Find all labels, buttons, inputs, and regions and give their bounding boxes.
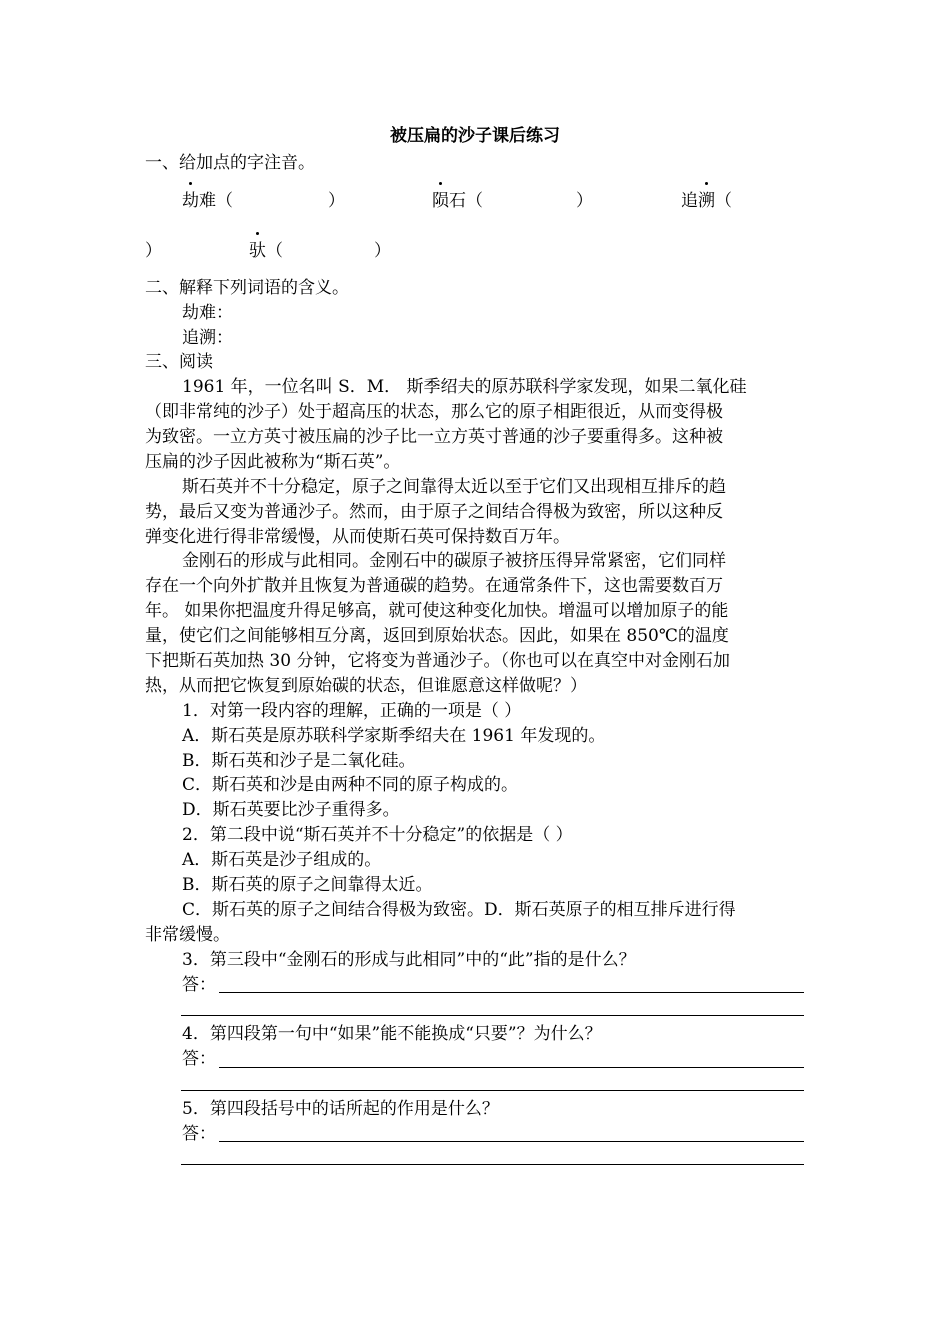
term-zhuisu: 追溯： (182, 328, 233, 348)
pinyin-item-4: 驮（ (249, 239, 449, 264)
passage-p3-line2: 存在一个向外扩散并且恢复为普通碳的趋势。在通常条件下，这也需要数百万 (145, 576, 723, 596)
answer-line-4a[interactable] (219, 1067, 804, 1068)
question-2: 2．第二段中说“斯石英并不十分稳定”的依据是（ ） (182, 825, 573, 845)
pinyin-item-1-close: ） (328, 191, 345, 211)
section2-heading: 二、解释下列词语的含义。 (145, 278, 349, 298)
answer-line-3b[interactable] (181, 1015, 804, 1016)
question-1-option-b: B．斯石英和沙子是二氧化硅。 (182, 751, 416, 771)
question-2-option-cd-line2: 非常缓慢。 (145, 925, 230, 945)
passage-p3-line3: 年。 如果你把温度升得足够高，就可使这种变化加快。增温可以增加原子的能 (145, 601, 729, 621)
question-2-option-a: A．斯石英是沙子组成的。 (182, 850, 382, 870)
answer-label-4: 答： (182, 1049, 216, 1069)
passage-p1-line3: 为致密。一立方英寸被压扁的沙子比一立方英寸普通的沙子要重得多。这种被 (145, 427, 723, 447)
answer-line-4b[interactable] (181, 1090, 804, 1091)
passage-p1-line2: （即非常纯的沙子）处于超高压的状态，那么它的原子相距很近，从而变得极 (145, 402, 723, 422)
pinyin-item-2-close: ） (576, 191, 593, 211)
pinyin-item-1: 劫难（ (182, 189, 842, 214)
question-2-option-b: B．斯石英的原子之间靠得太近。 (182, 875, 433, 895)
passage-p3-line6: 热，从而把它恢复到原始碳的状态，但谁愿意这样做呢？） (145, 676, 587, 696)
page-title: 被压扁的沙子课后练习 (390, 126, 560, 146)
term-jienan: 劫难： (182, 303, 233, 323)
pinyin-item-3-close: ） (145, 241, 162, 261)
question-4: 4．第四段第一句中“如果”能不能换成“只要”？为什么？ (182, 1024, 602, 1044)
answer-line-5b[interactable] (181, 1164, 804, 1165)
pinyin-item-2: 陨石（ (432, 189, 632, 214)
dotted-char: 溯 (698, 189, 715, 214)
question-1: 1．对第一段内容的理解，正确的一项是（ ） (182, 701, 522, 721)
dotted-char: 劫 (182, 189, 199, 214)
passage-p1-line4: 压扁的沙子因此被称为“斯石英”。 (145, 452, 401, 472)
question-3: 3．第三段中“金刚石的形成与此相同”中的“此”指的是什么？ (182, 950, 636, 970)
passage-p3-line1: 金刚石的形成与此相同。金刚石中的碳原子被挤压得异常紧密，它们同样 (182, 551, 726, 571)
section3-heading: 三、阅读 (145, 352, 213, 372)
question-1-option-d: D．斯石英要比沙子重得多。 (182, 800, 400, 820)
passage-p3-line5: 下把斯石英加热 30 分钟，它将变为普通沙子。（你也可以在真空中对金刚石加 (145, 651, 730, 671)
question-1-option-a: A．斯石英是原苏联科学家斯季绍夫在 1961 年发现的。 (182, 726, 606, 746)
question-5: 5．第四段括号中的话所起的作用是什么？ (182, 1099, 499, 1119)
answer-line-3a[interactable] (219, 992, 804, 993)
pinyin-item-4-close: ） (374, 241, 391, 261)
dotted-char: 陨 (432, 189, 449, 214)
passage-p1-line1: 1961 年，一位名叫 S．M． 斯季绍夫的原苏联科学家发现，如果二氧化硅 (182, 377, 747, 397)
pinyin-item-3: 追溯（ (681, 189, 801, 214)
passage-p2-line3: 弹变化进行得非常缓慢，从而使斯石英可保持数百万年。 (145, 527, 570, 547)
section1-heading: 一、给加点的字注音。 (145, 153, 315, 173)
answer-label-3: 答： (182, 975, 216, 995)
passage-p2-line1: 斯石英并不十分稳定，原子之间靠得太近以至于它们又出现相互排斥的趋 (182, 477, 726, 497)
answer-line-5a[interactable] (219, 1141, 804, 1142)
question-1-option-c: C．斯石英和沙是由两种不同的原子构成的。 (182, 775, 519, 795)
passage-p3-line4: 量，使它们之间能够相互分离，返回到原始状态。因此，如果在 850℃的温度 (145, 626, 729, 646)
answer-label-5: 答： (182, 1124, 216, 1144)
question-2-option-cd-line1: C．斯石英的原子之间结合得极为致密。D．斯石英原子的相互排斥进行得 (182, 900, 736, 920)
passage-p2-line2: 势，最后又变为普通沙子。然而，由于原子之间结合得极为致密，所以这种反 (145, 502, 723, 522)
dotted-char: 驮 (249, 239, 266, 264)
